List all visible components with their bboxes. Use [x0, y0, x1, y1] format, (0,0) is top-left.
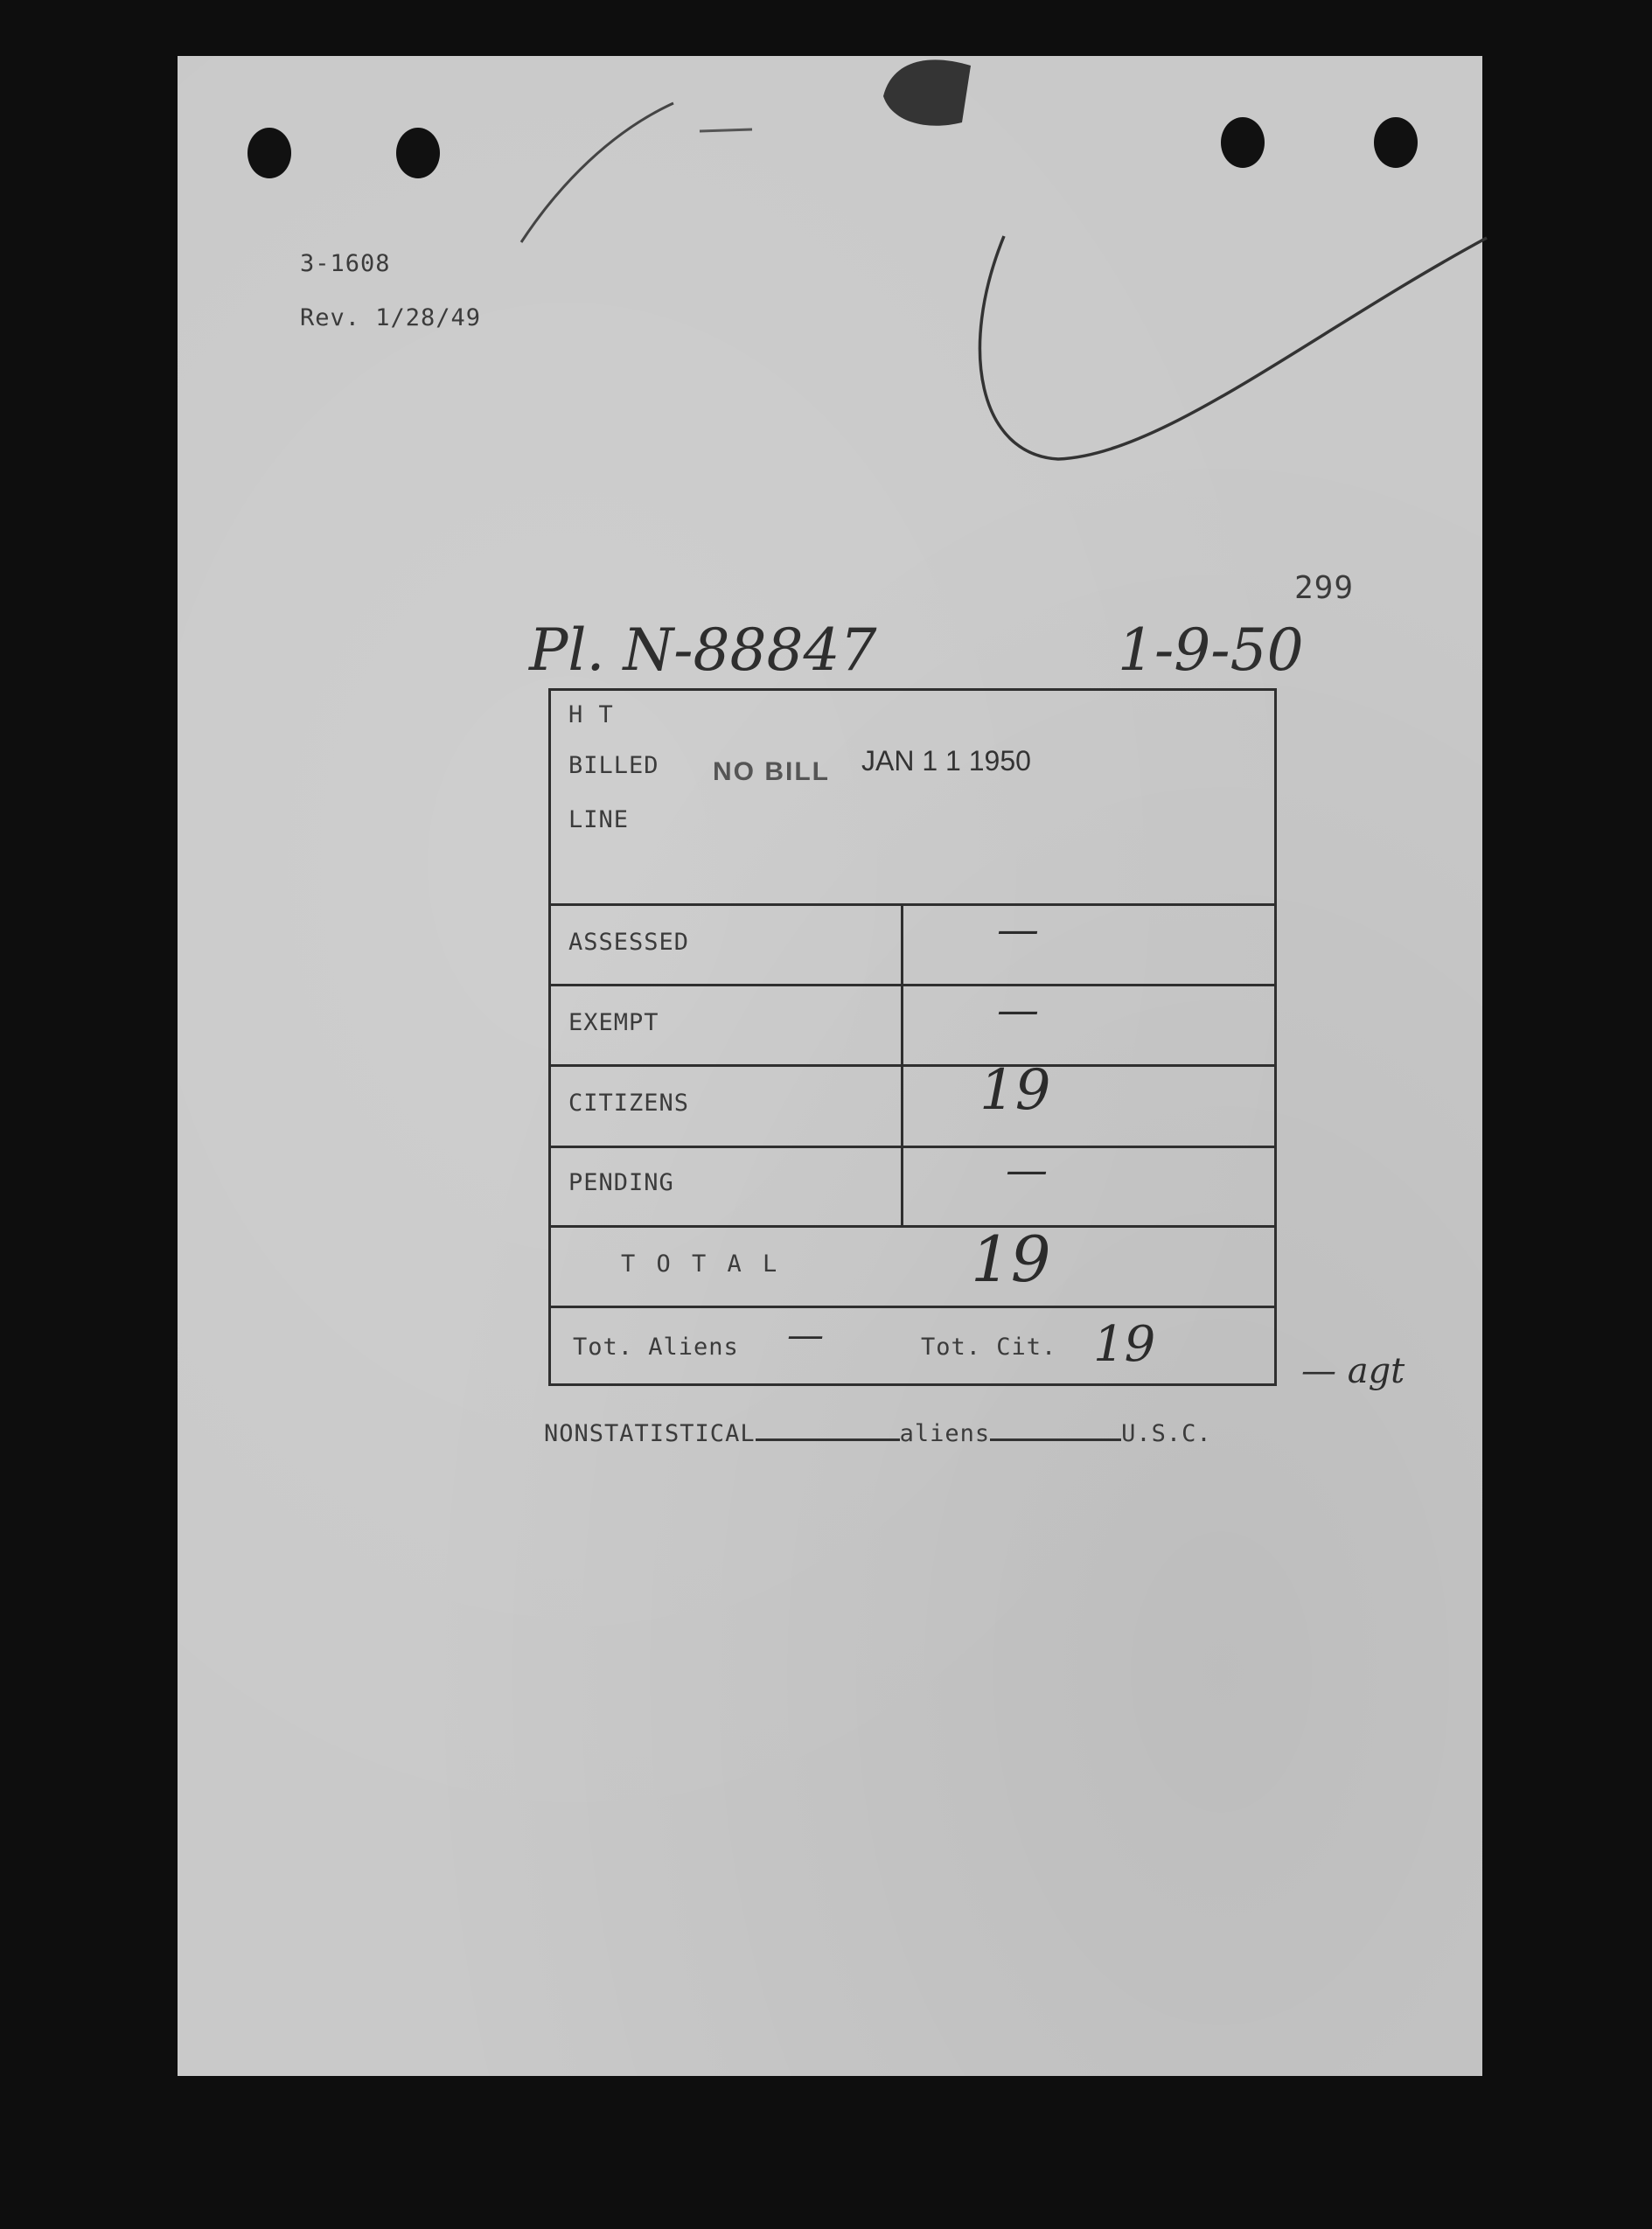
row-exempt-value: — [997, 986, 1039, 1034]
date-stamp: JAN 1 1 1950 [861, 745, 1031, 777]
label-line: LINE [568, 806, 630, 833]
handwritten-reference: Pl. N-88847 [529, 616, 877, 684]
label-ht: H T [568, 701, 614, 728]
divider [551, 984, 1274, 986]
tot-cit-value: 19 [1093, 1316, 1156, 1373]
row-citizens-label: CITIZENS [568, 1090, 690, 1117]
revision-date: Rev. 1/28/49 [300, 304, 482, 331]
nonstatistical-label: NONSTATISTICAL [544, 1420, 756, 1447]
margin-note: — agt [1301, 1351, 1405, 1391]
row-citizens-value: 19 [979, 1058, 1051, 1123]
row-pending-value: — [1006, 1146, 1048, 1195]
tally-form [548, 688, 1277, 1386]
row-pending-label: PENDING [568, 1169, 674, 1196]
blank-field [990, 1419, 1121, 1441]
row-assessed-value: — [997, 905, 1039, 954]
tot-cit-label: Tot. Cit. [921, 1334, 1057, 1361]
page-number: 299 [1294, 570, 1355, 606]
row-assessed-label: ASSESSED [568, 929, 690, 956]
tot-aliens-value: — [787, 1313, 824, 1356]
divider [551, 903, 1274, 906]
total-value: 19 [971, 1222, 1051, 1296]
total-label: T O T A L [621, 1250, 781, 1278]
divider [551, 1146, 1274, 1148]
divider [551, 1064, 1274, 1067]
divider [551, 1306, 1274, 1308]
divider [551, 1225, 1274, 1228]
label-billed: BILLED [568, 752, 659, 779]
column-divider [901, 903, 903, 1225]
no-bill-stamp: NO BILL [713, 757, 830, 786]
usc-label: U.S.C. [1121, 1420, 1212, 1447]
nonstatistical-line [544, 1419, 1212, 1447]
row-exempt-label: EXEMPT [568, 1009, 659, 1036]
blank-field [756, 1419, 900, 1441]
tot-aliens-label: Tot. Aliens [573, 1334, 739, 1361]
handwritten-date: 1-9-50 [1118, 616, 1304, 684]
form-number: 3-1608 [300, 250, 391, 277]
aliens-label: aliens [899, 1420, 991, 1447]
